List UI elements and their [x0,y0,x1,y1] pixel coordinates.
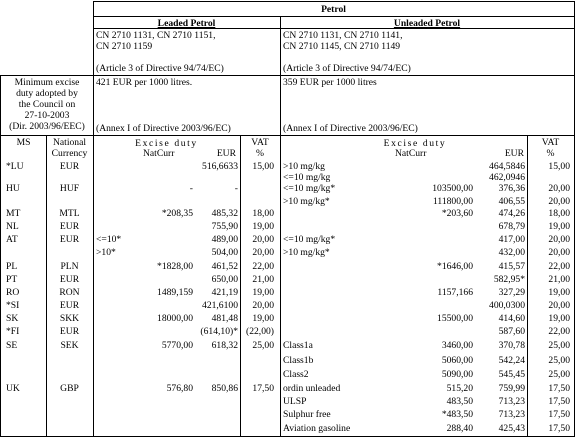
cell-leaded-eur: 755,90 [211,221,238,232]
col-header-vat: VAT [541,137,560,148]
cell-unleaded-category: <=10 mg/kg* [283,234,336,245]
cell-member-state: RO [6,287,20,298]
leaded-article: (Article 3 of Directive 94/74/EC) [96,63,224,74]
cell-leaded-vat: 25,00 [252,340,274,351]
leaded-minimum-rate: 421 EUR per 1000 litres. [96,77,193,88]
cell-unleaded-natcurr: *483,50 [441,409,473,420]
cell-leaded-eur: 461,52 [211,261,238,272]
cell-member-state: HU [6,183,20,194]
cell-unleaded-natcurr: 111800,00 [432,196,473,207]
rule [280,16,281,437]
cell-member-state: *LU [6,161,24,172]
col-header-vat: % [546,148,555,159]
cell-unleaded-natcurr: 483,50 [446,396,473,407]
cell-unleaded-eur: 425,43 [498,423,525,434]
unleaded-article: (Article 3 of Directive 94/74/EC) [283,63,411,74]
cell-member-state: SK [6,313,19,324]
cell-currency: SEK [60,340,79,351]
cell-currency: EUR [59,221,80,232]
cell-leaded-eur: 516,6633 [202,161,238,172]
cell-unleaded-natcurr: 3460,00 [441,340,473,351]
rule [0,75,574,76]
unleaded-minimum-rate: 359 EUR per 1000 litres [283,77,377,88]
cell-currency: EUR [59,274,80,285]
minimum-label: the Council on [18,99,76,110]
cell-unleaded-vat: 17,50 [548,396,570,407]
cell-currency: HUF [59,183,80,194]
col-header-currency: Currency [51,148,88,159]
cell-unleaded-vat: 25,00 [548,340,570,351]
cell-unleaded-eur: 406,55 [498,196,525,207]
minimum-label: Minimum excise [14,77,80,88]
cell-currency: PLN [60,261,79,272]
cell-unleaded-category: Class1a [283,340,313,351]
cell-unleaded-category: Class1b [283,355,314,366]
cell-leaded-eur: (614,10)* [200,326,238,337]
cell-unleaded-eur: 545,45 [498,369,525,380]
cell-member-state: *SI [6,300,20,311]
cell-unleaded-category: ordin unleaded [283,383,341,394]
cell-member-state: PT [6,274,18,285]
cell-leaded-natcurr: *208,35 [161,208,193,219]
cell-unleaded-eur: 678,79 [498,221,525,232]
cell-unleaded-eur: 713,23 [498,409,525,420]
cell-unleaded-eur: 587,60 [498,326,525,337]
cell-leaded-vat: (22,00) [246,326,274,337]
cell-unleaded-vat: 20,00 [548,300,570,311]
cell-member-state: NL [6,221,19,232]
col-header-excise-duty: Excise duty [135,138,198,149]
cell-unleaded-eur: 759,99 [498,383,525,394]
cell-leaded-eur: 421,19 [211,287,238,298]
col-header-vat: VAT [251,137,269,148]
cell-leaded-eur: 850,86 [211,383,238,394]
cell-unleaded-eur: 327,29 [498,287,525,298]
cell-unleaded-vat: 18,00 [548,208,570,219]
cell-unleaded-vat: 19,00 [548,221,570,232]
cell-currency: EUR [59,234,80,245]
rule [93,1,574,2]
table-title: Petrol [321,4,346,15]
minimum-label: 27-10-2003 [24,110,70,121]
cell-unleaded-eur: 370,78 [498,340,525,351]
cell-unleaded-natcurr: 5090,00 [441,369,473,380]
cell-leaded-vat: 22,00 [252,261,274,272]
cell-member-state: SE [6,340,18,351]
cell-unleaded-eur: 462,0946 [489,172,525,183]
rule [93,16,574,17]
cell-unleaded-vat: 17,50 [548,423,570,434]
unleaded-cn-codes: CN 2710 1145, CN 2710 1149 [283,41,401,52]
cell-unleaded-category: Aviation gasoline [283,423,351,434]
cell-unleaded-category: >10 mg/kg* [283,247,330,258]
cell-unleaded-vat: 21,00 [548,274,570,285]
cell-unleaded-natcurr: 103500,00 [432,183,473,194]
unleaded-heading: Unleaded Petrol [393,18,461,29]
cell-leaded-natcurr: *1828,00 [157,261,193,272]
cell-unleaded-vat: 19,00 [548,313,570,324]
cell-leaded-vat: 19,00 [252,313,274,324]
cell-unleaded-eur: 542,24 [498,355,525,366]
cell-unleaded-vat: 15,00 [548,161,570,172]
cell-unleaded-category: ULSP [283,396,307,407]
cell-leaded-vat: 19,00 [252,287,274,298]
cell-unleaded-vat: 17,50 [548,383,570,394]
cell-leaded-eur: 481,48 [211,313,238,324]
col-header-natcurr: NatCurr [395,148,427,159]
col-header-vat: % [256,148,264,159]
cell-unleaded-natcurr: 15500,00 [437,313,473,324]
cell-leaded-eur: 421,6100 [202,300,238,311]
cell-unleaded-category: Class2 [283,369,309,380]
minimum-label: (Dir. 2003/96/EEC) [9,121,85,132]
cell-leaded-eur: 650,00 [211,274,238,285]
cell-leaded-eur: 504,00 [211,247,238,258]
cell-unleaded-eur: 414,60 [498,313,525,324]
cell-unleaded-vat: 20,00 [548,196,570,207]
cell-leaded-vat: 20,00 [252,234,274,245]
cell-unleaded-vat: 20,00 [548,234,570,245]
cell-unleaded-eur: 474,26 [498,208,525,219]
cell-unleaded-eur: 415,57 [498,261,525,272]
cell-unleaded-category: <=10 mg/kg [283,172,331,183]
cell-unleaded-vat: 19,00 [548,287,570,298]
cell-unleaded-vat: 22,00 [548,261,570,272]
cell-member-state: UK [6,383,20,394]
leaded-cn-codes: CN 2710 1159 [96,41,153,52]
cell-unleaded-eur: 417,00 [498,234,525,245]
cell-unleaded-category: >10 mg/kg [283,161,325,172]
cell-unleaded-eur: 713,23 [498,396,525,407]
cell-leaded-vat: 21,00 [252,274,274,285]
leaded-cn-codes: CN 2710 1131, CN 2710 1151, [96,30,216,41]
cell-currency: EUR [59,326,80,337]
cell-unleaded-category: <=10 mg/kg* [283,183,336,194]
cell-unleaded-natcurr: *1646,00 [437,261,473,272]
cell-currency: RON [59,287,80,298]
minimum-label: duty adopted by [16,88,78,99]
cell-leaded-eur: 618,32 [211,340,238,351]
cell-unleaded-vat: 22,00 [548,326,570,337]
cell-unleaded-eur: 400,0300 [489,300,525,311]
cell-unleaded-natcurr: *203,60 [441,208,473,219]
cell-leaded-natcurr: 5770,00 [161,340,193,351]
col-header-currency: National [52,137,87,148]
cell-member-state: MT [6,208,21,219]
rule [93,1,94,437]
cell-member-state: *FI [6,326,20,337]
cell-leaded-eur: - [234,183,238,194]
cell-leaded-eur: 485,32 [211,208,238,219]
cell-leaded-natcurr: 18000,00 [157,313,193,324]
cell-unleaded-vat: 20,00 [548,183,570,194]
rule [0,135,574,136]
cell-unleaded-natcurr: 1157,166 [437,287,473,298]
cell-unleaded-eur: 464,5846 [489,161,525,172]
cell-leaded-category: >10* [96,247,116,258]
cell-unleaded-category: >10 mg/kg* [283,196,330,207]
cell-unleaded-vat: 20,00 [548,247,570,258]
cell-unleaded-vat: 25,00 [548,369,570,380]
leaded-heading: Leaded Petrol [157,18,216,29]
cell-currency: EUR [59,300,80,311]
cell-member-state: AT [6,234,18,245]
cell-leaded-vat: 18,00 [252,208,274,219]
cell-unleaded-vat: 17,50 [548,409,570,420]
cell-currency: SKK [59,313,80,324]
leaded-annex: (Annex I of Directive 2003/96/EC) [96,123,231,134]
cell-unleaded-vat: 25,00 [548,355,570,366]
cell-currency: MTL [59,208,80,219]
cell-leaded-natcurr: - [189,183,193,194]
cell-leaded-category: <=10* [96,234,122,245]
cell-leaded-vat: 19,00 [252,221,274,232]
cell-leaded-vat: 20,00 [252,247,274,258]
unleaded-annex: (Annex I of Directive 2003/96/EC) [283,123,418,134]
cell-unleaded-category: Sulphur free [283,409,331,420]
cell-unleaded-eur: 582,95* [493,274,525,285]
cell-unleaded-natcurr: 288,40 [446,423,473,434]
cell-currency: EUR [59,161,80,172]
cell-leaded-vat: 15,00 [252,161,274,172]
cell-leaded-vat: 20,00 [252,300,274,311]
cell-leaded-eur: 489,00 [211,234,238,245]
col-header-excise-duty: Excise duty [383,138,447,149]
cell-currency: GBP [60,383,79,394]
cell-leaded-natcurr: 1489,159 [157,287,193,298]
cell-leaded-natcurr: 576,80 [166,383,193,394]
col-header-eur: EUR [504,148,524,159]
unleaded-cn-codes: CN 2710 1131, CN 2710 1141, [283,30,403,41]
cell-unleaded-natcurr: 5060,00 [441,355,473,366]
cell-unleaded-eur: 432,00 [498,247,525,258]
cell-unleaded-natcurr: 515,20 [446,383,473,394]
col-header-ms: MS [16,137,31,148]
cell-unleaded-eur: 376,36 [498,183,525,194]
col-header-eur: EUR [216,148,236,159]
cell-member-state: PL [6,261,18,272]
cell-leaded-vat: 17,50 [252,383,274,394]
col-header-natcurr: NatCurr [143,148,175,159]
